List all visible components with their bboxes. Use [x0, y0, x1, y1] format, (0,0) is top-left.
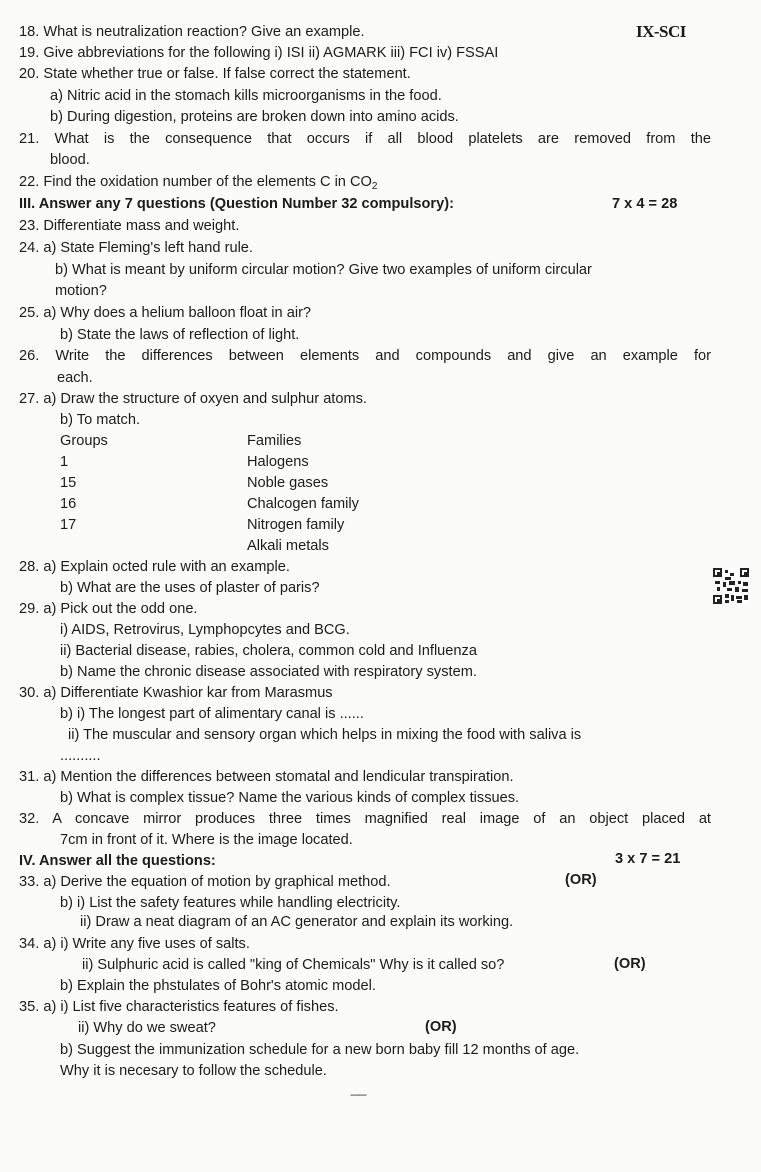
question-34b: b) Explain the phstulates of Bohr's atomic model.: [60, 978, 376, 994]
end-of-paper-mark: ------: [350, 1089, 366, 1101]
match-right-item: Nitrogen family: [247, 517, 345, 533]
or-label: (OR): [565, 872, 597, 888]
question-20a: a) Nitric acid in the stomach kills microorganisms in the food.: [50, 88, 442, 104]
question-32-cont: 7cm in front of it. Where is the image located.: [60, 832, 353, 848]
question-21-cont: blood.: [50, 152, 90, 168]
section-4-heading: IV. Answer all the questions:: [19, 853, 216, 869]
section-3-heading: III. Answer any 7 questions (Question Number 32 compulsory):: [19, 196, 454, 212]
question-19: 19. Give abbreviations for the following i) ISI ii) AGMARK iii) FCI iv) FSSAI: [19, 45, 499, 61]
match-right-item: Noble gases: [247, 475, 329, 491]
question-33a: 33. a) Derive the equation of motion by graphical method.: [19, 874, 391, 890]
question-29b: b) Name the chronic disease associated with respiratory system.: [60, 664, 477, 680]
question-27b: b) To match.: [60, 412, 141, 428]
question-35a-ii: ii) Why do we sweat?: [78, 1020, 216, 1036]
question-31b: b) What is complex tissue? Name the various kinds of complex tissues.: [60, 790, 520, 806]
question-28a: 28. a) Explain octed rule with an example.: [19, 559, 290, 575]
question-31a: 31. a) Mention the differences between stomatal and lendicular transpiration.: [19, 769, 514, 785]
match-left-item: 1: [60, 454, 69, 470]
or-label: (OR): [425, 1019, 457, 1035]
match-right-item: Chalcogen family: [247, 496, 359, 512]
question-22: [19, 174, 377, 191]
section-4-marks: 3 x 7 = 21: [615, 851, 681, 867]
qr-code: [713, 568, 749, 604]
question-27a: 27. a) Draw the structure of oxyen and sulphur atoms.: [19, 391, 367, 407]
match-right-header: Families: [247, 433, 302, 449]
question-35b: b) Suggest the immunization schedule for a new born baby fill 12 months of age.: [60, 1042, 580, 1058]
question-33b-ii: ii) Draw a neat diagram of an AC generator and explain its working.: [80, 914, 514, 930]
question-35a-i: 35. a) i) List five characteristics features of fishes.: [19, 999, 339, 1015]
question-32: 32. A concave mirror produces three times magnified real image of an object placed at: [19, 811, 711, 827]
subscript-2: 2: [371, 181, 378, 192]
question-29a-i: i) AIDS, Retrovirus, Lymphopcytes and BCG.: [60, 622, 350, 638]
question-20: 20. State whether true or false. If false correct the statement.: [19, 66, 411, 82]
question-34a-ii: ii) Sulphuric acid is called "king of Chemicals" Why is it called so?: [82, 957, 505, 973]
match-left-item: 15: [60, 475, 77, 491]
question-33b-i: b) i) List the safety features while handling electricity.: [60, 895, 401, 911]
question-26-cont: each.: [57, 370, 93, 386]
question-25b: b) State the laws of reflection of light.: [60, 327, 300, 343]
question-21: 21. What is the consequence that occurs if all blood platelets are removed from the: [19, 131, 711, 147]
question-29a: 29. a) Pick out the odd one.: [19, 601, 198, 617]
question-30a: 30. a) Differentiate Kwashior kar from Marasmus: [19, 685, 333, 701]
question-18: 18. What is neutralization reaction? Give an example.: [19, 24, 365, 40]
match-left-header: Groups: [60, 433, 108, 449]
match-left-item: 16: [60, 496, 77, 512]
answer-blank: ..........: [60, 748, 101, 764]
question-35b-cont: Why it is necesary to follow the schedule.: [60, 1063, 327, 1079]
question-24b-cont: motion?: [55, 283, 107, 299]
question-24b: b) What is meant by uniform circular motion? Give two examples of uniform circular: [55, 262, 592, 278]
question-26: 26. Write the differences between elements and compounds and give an example for: [19, 348, 711, 364]
section-3-marks: 7 x 4 = 28: [612, 196, 678, 212]
question-28b: b) What are the uses of plaster of paris?: [60, 580, 320, 596]
match-left-item: 17: [60, 517, 77, 533]
question-23: 23. Differentiate mass and weight.: [19, 218, 240, 234]
match-right-item: Halogens: [247, 454, 309, 470]
paper-code: IX-SCI: [636, 22, 686, 41]
question-30b-ii: ii) The muscular and sensory organ which helps in mixing the food with saliva is: [68, 727, 582, 743]
question-22-text: 22. Find the oxidation number of the elements C in CO: [19, 174, 372, 190]
match-right-item: Alkali metals: [247, 538, 329, 554]
question-30b-i: b) i) The longest part of alimentary canal is ......: [60, 706, 364, 722]
question-29a-ii: ii) Bacterial disease, rabies, cholera, common cold and Influenza: [60, 643, 477, 659]
question-34a-i: 34. a) i) Write any five uses of salts.: [19, 936, 250, 952]
question-24a: 24. a) State Fleming's left hand rule.: [19, 240, 253, 256]
question-25a: 25. a) Why does a helium balloon float in air?: [19, 305, 312, 321]
question-20b: b) During digestion, proteins are broken down into amino acids.: [50, 109, 459, 125]
or-label: (OR): [614, 956, 646, 972]
